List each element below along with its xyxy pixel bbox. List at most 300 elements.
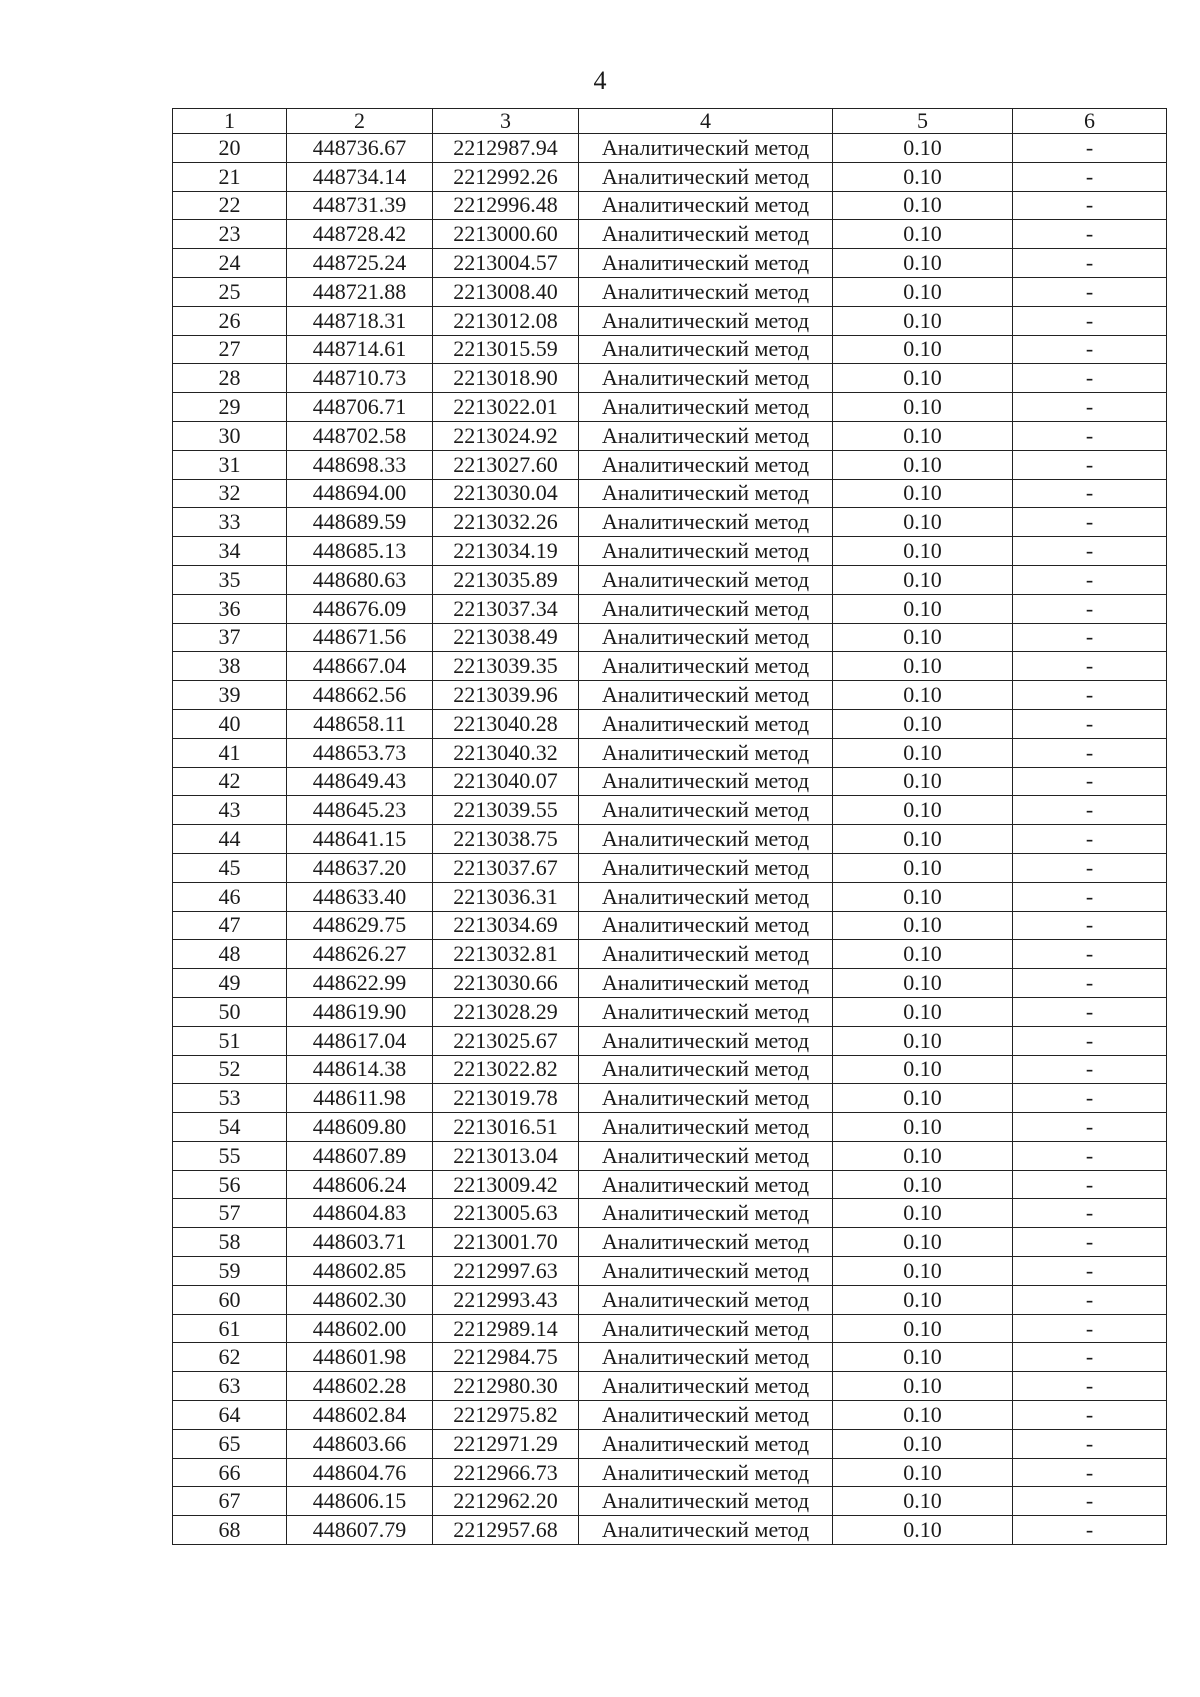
point-number-cell: 55 (173, 1141, 287, 1170)
y-coordinate-cell: 2212966.73 (433, 1458, 579, 1487)
x-coordinate-cell: 448649.43 (287, 767, 433, 796)
accuracy-cell: 0.10 (833, 825, 1013, 854)
table-row (173, 393, 1167, 422)
method-cell: Аналитический метод (579, 421, 833, 450)
point-number-cell: 29 (173, 393, 287, 422)
point-number-cell: 28 (173, 364, 287, 393)
x-coordinate-cell: 448603.71 (287, 1228, 433, 1257)
table-row (173, 1487, 1167, 1516)
accuracy-cell: 0.10 (833, 220, 1013, 249)
note-cell: - (1013, 306, 1167, 335)
method-cell: Аналитический метод (579, 1084, 833, 1113)
table-row (173, 767, 1167, 796)
accuracy-cell: 0.10 (833, 1429, 1013, 1458)
point-number-cell: 67 (173, 1487, 287, 1516)
x-coordinate-cell: 448734.14 (287, 162, 433, 191)
note-cell: - (1013, 1285, 1167, 1314)
accuracy-cell: 0.10 (833, 1228, 1013, 1257)
x-coordinate-cell: 448710.73 (287, 364, 433, 393)
note-cell: - (1013, 969, 1167, 998)
y-coordinate-cell: 2213039.35 (433, 652, 579, 681)
y-coordinate-cell: 2213009.42 (433, 1170, 579, 1199)
accuracy-cell: 0.10 (833, 911, 1013, 940)
table-row (173, 796, 1167, 825)
accuracy-cell: 0.10 (833, 853, 1013, 882)
table-row (173, 1228, 1167, 1257)
point-number-cell: 38 (173, 652, 287, 681)
accuracy-cell: 0.10 (833, 1055, 1013, 1084)
x-coordinate-cell: 448653.73 (287, 738, 433, 767)
table-row (173, 134, 1167, 163)
method-cell: Аналитический метод (579, 594, 833, 623)
note-cell: - (1013, 162, 1167, 191)
note-cell: - (1013, 825, 1167, 854)
note-cell: - (1013, 1487, 1167, 1516)
y-coordinate-cell: 2213038.75 (433, 825, 579, 854)
table-row (173, 681, 1167, 710)
note-cell: - (1013, 681, 1167, 710)
note-cell: - (1013, 1084, 1167, 1113)
table-row (173, 940, 1167, 969)
x-coordinate-cell: 448602.28 (287, 1372, 433, 1401)
table-row (173, 1285, 1167, 1314)
x-coordinate-cell: 448698.33 (287, 450, 433, 479)
note-cell: - (1013, 537, 1167, 566)
method-cell: Аналитический метод (579, 191, 833, 220)
point-number-cell: 34 (173, 537, 287, 566)
point-number-cell: 26 (173, 306, 287, 335)
point-number-cell: 49 (173, 969, 287, 998)
method-cell: Аналитический метод (579, 249, 833, 278)
point-number-cell: 48 (173, 940, 287, 969)
point-number-cell: 42 (173, 767, 287, 796)
y-coordinate-cell: 2213018.90 (433, 364, 579, 393)
method-cell: Аналитический метод (579, 623, 833, 652)
table-row (173, 306, 1167, 335)
y-coordinate-cell: 2213001.70 (433, 1228, 579, 1257)
point-number-cell: 60 (173, 1285, 287, 1314)
y-coordinate-cell: 2212989.14 (433, 1314, 579, 1343)
point-number-cell: 43 (173, 796, 287, 825)
method-cell: Аналитический метод (579, 1401, 833, 1430)
y-coordinate-cell: 2212992.26 (433, 162, 579, 191)
point-number-cell: 58 (173, 1228, 287, 1257)
method-cell: Аналитический метод (579, 853, 833, 882)
accuracy-cell: 0.10 (833, 565, 1013, 594)
accuracy-cell: 0.10 (833, 1084, 1013, 1113)
y-coordinate-cell: 2213005.63 (433, 1199, 579, 1228)
accuracy-cell: 0.10 (833, 1343, 1013, 1372)
point-number-cell: 50 (173, 997, 287, 1026)
table-header (173, 109, 1167, 134)
point-number-cell: 27 (173, 335, 287, 364)
point-number-cell: 33 (173, 508, 287, 537)
table-row (173, 882, 1167, 911)
x-coordinate-cell: 448721.88 (287, 277, 433, 306)
y-coordinate-cell: 2213004.57 (433, 249, 579, 278)
method-cell: Аналитический метод (579, 940, 833, 969)
table-row (173, 508, 1167, 537)
method-cell: Аналитический метод (579, 134, 833, 163)
note-cell: - (1013, 335, 1167, 364)
y-coordinate-cell: 2212997.63 (433, 1257, 579, 1286)
y-coordinate-cell: 2213013.04 (433, 1141, 579, 1170)
accuracy-cell: 0.10 (833, 191, 1013, 220)
y-coordinate-cell: 2213040.32 (433, 738, 579, 767)
method-cell: Аналитический метод (579, 709, 833, 738)
note-cell: - (1013, 940, 1167, 969)
table-row (173, 911, 1167, 940)
x-coordinate-cell: 448633.40 (287, 882, 433, 911)
table-row (173, 1429, 1167, 1458)
x-coordinate-cell: 448629.75 (287, 911, 433, 940)
note-cell: - (1013, 479, 1167, 508)
point-number-cell: 53 (173, 1084, 287, 1113)
y-coordinate-cell: 2212957.68 (433, 1516, 579, 1545)
method-cell: Аналитический метод (579, 277, 833, 306)
x-coordinate-cell: 448718.31 (287, 306, 433, 335)
method-cell: Аналитический метод (579, 1026, 833, 1055)
x-coordinate-cell: 448614.38 (287, 1055, 433, 1084)
header-cell-col-5: 5 (833, 109, 1013, 134)
page-number: 4 (593, 66, 607, 95)
table-row (173, 1401, 1167, 1430)
point-number-cell: 61 (173, 1314, 287, 1343)
accuracy-cell: 0.10 (833, 508, 1013, 537)
table-row (173, 623, 1167, 652)
method-cell: Аналитический метод (579, 1228, 833, 1257)
y-coordinate-cell: 2213034.69 (433, 911, 579, 940)
x-coordinate-cell: 448714.61 (287, 335, 433, 364)
accuracy-cell: 0.10 (833, 277, 1013, 306)
x-coordinate-cell: 448702.58 (287, 421, 433, 450)
method-cell: Аналитический метод (579, 825, 833, 854)
table-body (173, 134, 1167, 1545)
point-number-cell: 44 (173, 825, 287, 854)
method-cell: Аналитический метод (579, 1516, 833, 1545)
x-coordinate-cell: 448607.79 (287, 1516, 433, 1545)
accuracy-cell: 0.10 (833, 537, 1013, 566)
x-coordinate-cell: 448604.76 (287, 1458, 433, 1487)
note-cell: - (1013, 1113, 1167, 1142)
x-coordinate-cell: 448689.59 (287, 508, 433, 537)
accuracy-cell: 0.10 (833, 134, 1013, 163)
method-cell: Аналитический метод (579, 479, 833, 508)
note-cell: - (1013, 652, 1167, 681)
note-cell: - (1013, 1314, 1167, 1343)
note-cell: - (1013, 709, 1167, 738)
header-cell-col-1: 1 (173, 109, 287, 134)
note-cell: - (1013, 1372, 1167, 1401)
accuracy-cell: 0.10 (833, 1170, 1013, 1199)
accuracy-cell: 0.10 (833, 652, 1013, 681)
y-coordinate-cell: 2213027.60 (433, 450, 579, 479)
note-cell: - (1013, 1141, 1167, 1170)
table-row (173, 1141, 1167, 1170)
point-number-cell: 21 (173, 162, 287, 191)
x-coordinate-cell: 448619.90 (287, 997, 433, 1026)
accuracy-cell: 0.10 (833, 1257, 1013, 1286)
note-cell: - (1013, 1170, 1167, 1199)
method-cell: Аналитический метод (579, 652, 833, 681)
y-coordinate-cell: 2212984.75 (433, 1343, 579, 1372)
point-number-cell: 24 (173, 249, 287, 278)
point-number-cell: 37 (173, 623, 287, 652)
accuracy-cell: 0.10 (833, 1487, 1013, 1516)
note-cell: - (1013, 1401, 1167, 1430)
y-coordinate-cell: 2213000.60 (433, 220, 579, 249)
y-coordinate-cell: 2213030.66 (433, 969, 579, 998)
y-coordinate-cell: 2212996.48 (433, 191, 579, 220)
point-number-cell: 63 (173, 1372, 287, 1401)
note-cell: - (1013, 1516, 1167, 1545)
note-cell: - (1013, 738, 1167, 767)
method-cell: Аналитический метод (579, 1429, 833, 1458)
y-coordinate-cell: 2213039.55 (433, 796, 579, 825)
x-coordinate-cell: 448607.89 (287, 1141, 433, 1170)
point-number-cell: 22 (173, 191, 287, 220)
table-row (173, 594, 1167, 623)
y-coordinate-cell: 2213040.07 (433, 767, 579, 796)
note-cell: - (1013, 594, 1167, 623)
method-cell: Аналитический метод (579, 1458, 833, 1487)
table-row (173, 652, 1167, 681)
note-cell: - (1013, 134, 1167, 163)
note-cell: - (1013, 1458, 1167, 1487)
accuracy-cell: 0.10 (833, 364, 1013, 393)
header-cell-col-3: 3 (433, 109, 579, 134)
note-cell: - (1013, 249, 1167, 278)
method-cell: Аналитический метод (579, 335, 833, 364)
y-coordinate-cell: 2213015.59 (433, 335, 579, 364)
y-coordinate-cell: 2212975.82 (433, 1401, 579, 1430)
accuracy-cell: 0.10 (833, 681, 1013, 710)
header-cell-col-6: 6 (1013, 109, 1167, 134)
table-row (173, 479, 1167, 508)
point-number-cell: 41 (173, 738, 287, 767)
point-number-cell: 52 (173, 1055, 287, 1084)
point-number-cell: 59 (173, 1257, 287, 1286)
note-cell: - (1013, 1026, 1167, 1055)
note-cell: - (1013, 508, 1167, 537)
note-cell: - (1013, 1257, 1167, 1286)
y-coordinate-cell: 2213037.67 (433, 853, 579, 882)
method-cell: Аналитический метод (579, 969, 833, 998)
point-number-cell: 56 (173, 1170, 287, 1199)
method-cell: Аналитический метод (579, 220, 833, 249)
x-coordinate-cell: 448602.85 (287, 1257, 433, 1286)
table-row (173, 1113, 1167, 1142)
note-cell: - (1013, 393, 1167, 422)
x-coordinate-cell: 448694.00 (287, 479, 433, 508)
accuracy-cell: 0.10 (833, 623, 1013, 652)
note-cell: - (1013, 277, 1167, 306)
x-coordinate-cell: 448626.27 (287, 940, 433, 969)
accuracy-cell: 0.10 (833, 882, 1013, 911)
table-row (173, 335, 1167, 364)
note-cell: - (1013, 1343, 1167, 1372)
x-coordinate-cell: 448671.56 (287, 623, 433, 652)
method-cell: Аналитический метод (579, 450, 833, 479)
y-coordinate-cell: 2213008.40 (433, 277, 579, 306)
method-cell: Аналитический метод (579, 1199, 833, 1228)
x-coordinate-cell: 448676.09 (287, 594, 433, 623)
note-cell: - (1013, 191, 1167, 220)
table-row (173, 853, 1167, 882)
accuracy-cell: 0.10 (833, 1026, 1013, 1055)
x-coordinate-cell: 448606.15 (287, 1487, 433, 1516)
x-coordinate-cell: 448603.66 (287, 1429, 433, 1458)
x-coordinate-cell: 448602.30 (287, 1285, 433, 1314)
table-row (173, 1314, 1167, 1343)
method-cell: Аналитический метод (579, 1314, 833, 1343)
accuracy-cell: 0.10 (833, 1199, 1013, 1228)
x-coordinate-cell: 448641.15 (287, 825, 433, 854)
x-coordinate-cell: 448617.04 (287, 1026, 433, 1055)
note-cell: - (1013, 767, 1167, 796)
note-cell: - (1013, 1228, 1167, 1257)
x-coordinate-cell: 448611.98 (287, 1084, 433, 1113)
point-number-cell: 36 (173, 594, 287, 623)
header-row (173, 109, 1167, 134)
note-cell: - (1013, 421, 1167, 450)
accuracy-cell: 0.10 (833, 940, 1013, 969)
y-coordinate-cell: 2213040.28 (433, 709, 579, 738)
table-row (173, 825, 1167, 854)
accuracy-cell: 0.10 (833, 969, 1013, 998)
point-number-cell: 62 (173, 1343, 287, 1372)
note-cell: - (1013, 565, 1167, 594)
point-number-cell: 20 (173, 134, 287, 163)
accuracy-cell: 0.10 (833, 1314, 1013, 1343)
table-row (173, 1055, 1167, 1084)
point-number-cell: 51 (173, 1026, 287, 1055)
method-cell: Аналитический метод (579, 1141, 833, 1170)
point-number-cell: 68 (173, 1516, 287, 1545)
table-row (173, 421, 1167, 450)
x-coordinate-cell: 448680.63 (287, 565, 433, 594)
y-coordinate-cell: 2213016.51 (433, 1113, 579, 1142)
accuracy-cell: 0.10 (833, 249, 1013, 278)
accuracy-cell: 0.10 (833, 1401, 1013, 1430)
x-coordinate-cell: 448662.56 (287, 681, 433, 710)
accuracy-cell: 0.10 (833, 594, 1013, 623)
table-row (173, 537, 1167, 566)
method-cell: Аналитический метод (579, 1285, 833, 1314)
y-coordinate-cell: 2213022.01 (433, 393, 579, 422)
table-row (173, 1199, 1167, 1228)
table-row (173, 1458, 1167, 1487)
point-number-cell: 25 (173, 277, 287, 306)
y-coordinate-cell: 2213025.67 (433, 1026, 579, 1055)
point-number-cell: 57 (173, 1199, 287, 1228)
table-row (173, 997, 1167, 1026)
accuracy-cell: 0.10 (833, 738, 1013, 767)
accuracy-cell: 0.10 (833, 421, 1013, 450)
point-number-cell: 23 (173, 220, 287, 249)
accuracy-cell: 0.10 (833, 335, 1013, 364)
x-coordinate-cell: 448602.00 (287, 1314, 433, 1343)
x-coordinate-cell: 448728.42 (287, 220, 433, 249)
table-row (173, 249, 1167, 278)
x-coordinate-cell: 448604.83 (287, 1199, 433, 1228)
accuracy-cell: 0.10 (833, 997, 1013, 1026)
point-number-cell: 35 (173, 565, 287, 594)
method-cell: Аналитический метод (579, 738, 833, 767)
x-coordinate-cell: 448685.13 (287, 537, 433, 566)
table-row (173, 191, 1167, 220)
point-number-cell: 64 (173, 1401, 287, 1430)
y-coordinate-cell: 2213028.29 (433, 997, 579, 1026)
method-cell: Аналитический метод (579, 393, 833, 422)
y-coordinate-cell: 2213032.26 (433, 508, 579, 537)
y-coordinate-cell: 2213036.31 (433, 882, 579, 911)
method-cell: Аналитический метод (579, 306, 833, 335)
method-cell: Аналитический метод (579, 162, 833, 191)
accuracy-cell: 0.10 (833, 162, 1013, 191)
note-cell: - (1013, 364, 1167, 393)
y-coordinate-cell: 2212962.20 (433, 1487, 579, 1516)
point-number-cell: 65 (173, 1429, 287, 1458)
table-row (173, 1257, 1167, 1286)
y-coordinate-cell: 2212980.30 (433, 1372, 579, 1401)
table-row (173, 220, 1167, 249)
y-coordinate-cell: 2212993.43 (433, 1285, 579, 1314)
point-number-cell: 30 (173, 421, 287, 450)
method-cell: Аналитический метод (579, 565, 833, 594)
note-cell: - (1013, 796, 1167, 825)
point-number-cell: 46 (173, 882, 287, 911)
accuracy-cell: 0.10 (833, 1285, 1013, 1314)
point-number-cell: 47 (173, 911, 287, 940)
y-coordinate-cell: 2212987.94 (433, 134, 579, 163)
method-cell: Аналитический метод (579, 1487, 833, 1516)
accuracy-cell: 0.10 (833, 1113, 1013, 1142)
y-coordinate-cell: 2212971.29 (433, 1429, 579, 1458)
accuracy-cell: 0.10 (833, 1141, 1013, 1170)
point-number-cell: 45 (173, 853, 287, 882)
method-cell: Аналитический метод (579, 1170, 833, 1199)
point-number-cell: 32 (173, 479, 287, 508)
note-cell: - (1013, 450, 1167, 479)
x-coordinate-cell: 448731.39 (287, 191, 433, 220)
note-cell: - (1013, 911, 1167, 940)
y-coordinate-cell: 2213030.04 (433, 479, 579, 508)
method-cell: Аналитический метод (579, 911, 833, 940)
table-row (173, 969, 1167, 998)
note-cell: - (1013, 1055, 1167, 1084)
x-coordinate-cell: 448609.80 (287, 1113, 433, 1142)
accuracy-cell: 0.10 (833, 479, 1013, 508)
method-cell: Аналитический метод (579, 681, 833, 710)
table-row (173, 1372, 1167, 1401)
y-coordinate-cell: 2213012.08 (433, 306, 579, 335)
method-cell: Аналитический метод (579, 767, 833, 796)
x-coordinate-cell: 448706.71 (287, 393, 433, 422)
method-cell: Аналитический метод (579, 796, 833, 825)
table-row (173, 364, 1167, 393)
method-cell: Аналитический метод (579, 508, 833, 537)
table-row (173, 1516, 1167, 1545)
method-cell: Аналитический метод (579, 537, 833, 566)
header-cell-col-4: 4 (579, 109, 833, 134)
method-cell: Аналитический метод (579, 1257, 833, 1286)
accuracy-cell: 0.10 (833, 709, 1013, 738)
coordinates-table (172, 108, 1167, 1545)
x-coordinate-cell: 448637.20 (287, 853, 433, 882)
x-coordinate-cell: 448622.99 (287, 969, 433, 998)
note-cell: - (1013, 623, 1167, 652)
